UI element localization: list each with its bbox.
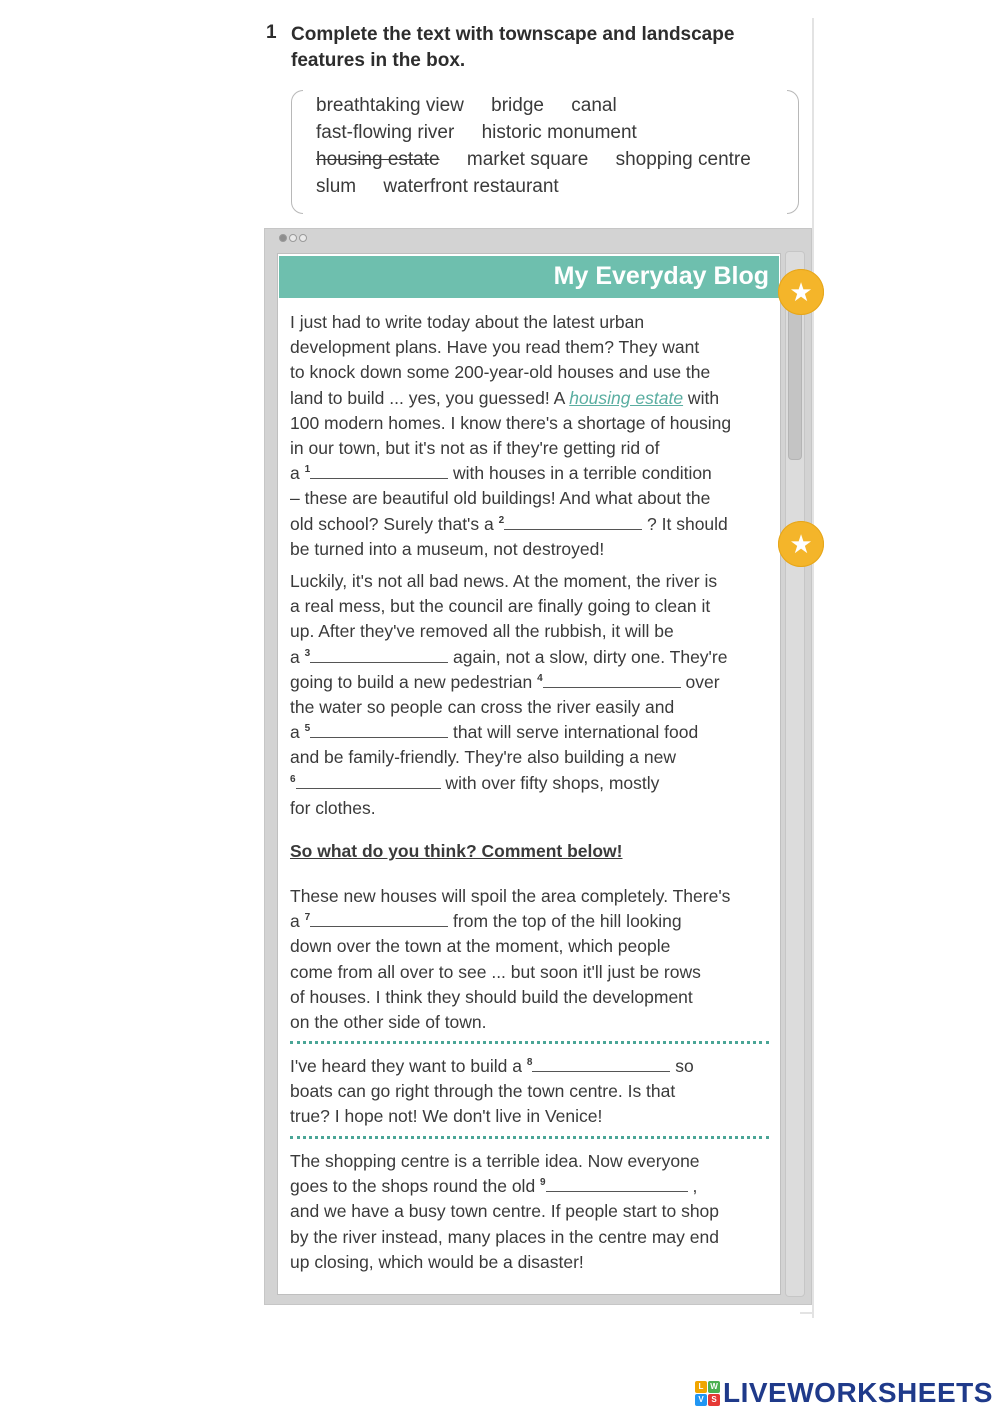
scrollbar[interactable] — [785, 251, 805, 1297]
text-line: be turned into a museum, not destroyed! — [290, 538, 605, 559]
text-line: I've heard they want to build a $^8$ so — [290, 1056, 694, 1076]
word-box — [291, 90, 799, 214]
word-option-crossed: housing estate — [316, 149, 440, 170]
word-box-line — [316, 149, 751, 171]
text-line: of houses. I think they should build the development — [290, 986, 693, 1007]
text-line: come from all over to see ... but soon it'll just be rows — [290, 961, 701, 982]
answer-gap-8[interactable] — [532, 1056, 670, 1072]
text-line: goes to the shops round the old $^9$ , — [290, 1176, 698, 1197]
text-line: and we have a busy town centre. If people start to shop — [290, 1201, 720, 1222]
text-line: 100 modern homes. I know there's a shortage of housing — [290, 412, 732, 433]
answer-gap-6[interactable] — [296, 773, 441, 789]
text-line: a $^5$ that will serve international food — [290, 722, 699, 743]
text-line: in our town, but it's not as if they're getting rid of — [290, 438, 660, 459]
star-icon[interactable]: ★ — [778, 521, 824, 567]
text-line: to knock down some 200-year-old houses and use the — [290, 362, 711, 383]
page-margin-tick — [800, 1312, 814, 1314]
text-line: These new houses will spoil the area completely. There's — [290, 886, 731, 906]
text-line: up closing, which would be a disaster! — [290, 1251, 584, 1272]
word-box-line — [316, 122, 637, 144]
text-line: a real mess, but the council are finally going to clean it — [290, 596, 711, 617]
text-line: old school? Surely that's a $^2$ ? It should — [290, 513, 728, 534]
gap-number: 1 — [304, 464, 311, 476]
window-controls — [279, 234, 307, 242]
gap-number: 3 — [304, 647, 311, 659]
comment — [290, 1054, 770, 1130]
window-dot-icon — [299, 234, 307, 242]
text-line: a $^1$ with houses in a terrible condition — [290, 463, 712, 484]
example-answer: housing estate — [569, 387, 684, 408]
text-line: – these are beautiful old buildings! And what about the — [290, 488, 711, 509]
text-line: a $^3$ again, not a slow, dirty one. They're — [290, 646, 728, 667]
gap-number: 4 — [537, 672, 543, 684]
word-box-line — [316, 176, 559, 198]
word-option: slum — [316, 176, 357, 197]
answer-gap-2[interactable] — [504, 514, 642, 530]
exercise-instruction: Complete the text with townscape and landscape features in the box. — [291, 24, 735, 71]
answer-gap-9[interactable] — [546, 1176, 688, 1192]
comment — [290, 884, 770, 1035]
comment — [290, 1149, 770, 1275]
blog-paragraph — [290, 310, 770, 562]
liveworksheets-logo — [695, 1377, 993, 1409]
text-line: development plans. Have you read them? They want — [290, 337, 700, 358]
text-line: by the river instead, many places in the centre may end — [290, 1226, 719, 1247]
word-box-right-bracket — [787, 90, 799, 214]
answer-gap-7[interactable] — [310, 911, 448, 927]
gap-number: 7 — [304, 912, 311, 924]
gap-number: 5 — [304, 723, 311, 735]
star-icon[interactable]: ★ — [778, 269, 824, 315]
text-line: a $^7$ from the top of the hill looking — [290, 911, 682, 932]
text-line: for clothes. — [290, 797, 376, 818]
word-option: canal — [571, 95, 617, 116]
word-box-line — [316, 95, 617, 117]
gap-number: 6 — [290, 773, 296, 785]
word-box-left-bracket — [291, 90, 303, 214]
blog-paragraph — [290, 569, 770, 821]
logo-text: LIVEWORKSHEETS — [723, 1377, 993, 1408]
gap-number: 8 — [526, 1057, 533, 1069]
text-line: The shopping centre is a terrible idea. Now everyone — [290, 1151, 700, 1171]
text-line: $^6$ with over fifty shops, mostly — [290, 772, 660, 793]
word-option: waterfront restaurant — [383, 176, 559, 197]
gap-number: 2 — [498, 514, 505, 526]
logo-mark-icon: L W V S — [695, 1381, 720, 1406]
answer-gap-1[interactable] — [310, 463, 448, 479]
comment-heading: So what do you think? Comment below! — [290, 841, 623, 861]
blog-header — [279, 256, 779, 298]
text-line: going to build a new pedestrian $^4$ over — [290, 671, 720, 692]
exercise-number: 1 — [266, 22, 277, 43]
text-line: down over the town at the moment, which people — [290, 936, 671, 957]
answer-gap-5[interactable] — [310, 722, 448, 738]
word-option: breathtaking view — [316, 95, 464, 116]
text-line: the water so people can cross the river easily and — [290, 697, 675, 718]
word-option: shopping centre — [615, 149, 751, 170]
comment-divider — [290, 1041, 769, 1044]
answer-gap-4[interactable] — [543, 672, 681, 688]
text-line: up. After they've removed all the rubbish, it will be — [290, 621, 674, 642]
text-line: Luckily, it's not all bad news. At the moment, the river is — [290, 571, 718, 591]
text-line: land to build ... yes, you guessed! A housing estate with — [290, 387, 720, 408]
answer-gap-3[interactable] — [310, 647, 448, 663]
text-line: on the other side of town. — [290, 1012, 487, 1033]
text-line: I just had to write today about the latest urban — [290, 312, 645, 332]
word-option: market square — [466, 149, 589, 170]
window-dot-icon — [279, 234, 287, 242]
text-line: and be family-friendly. They're also building a new — [290, 747, 676, 768]
word-option: bridge — [491, 95, 544, 116]
page-margin-line — [812, 18, 814, 1318]
text-line: boats can go right through the town centre. Is that — [290, 1081, 676, 1102]
gap-number: 9 — [540, 1177, 546, 1189]
comment-divider — [290, 1136, 769, 1139]
word-option: fast-flowing river — [316, 122, 455, 143]
text-line: true? I hope not! We don't live in Venice! — [290, 1106, 603, 1127]
blog-title: My Everyday Blog — [553, 262, 769, 290]
word-option: historic monument — [481, 122, 637, 143]
window-dot-icon — [289, 234, 297, 242]
